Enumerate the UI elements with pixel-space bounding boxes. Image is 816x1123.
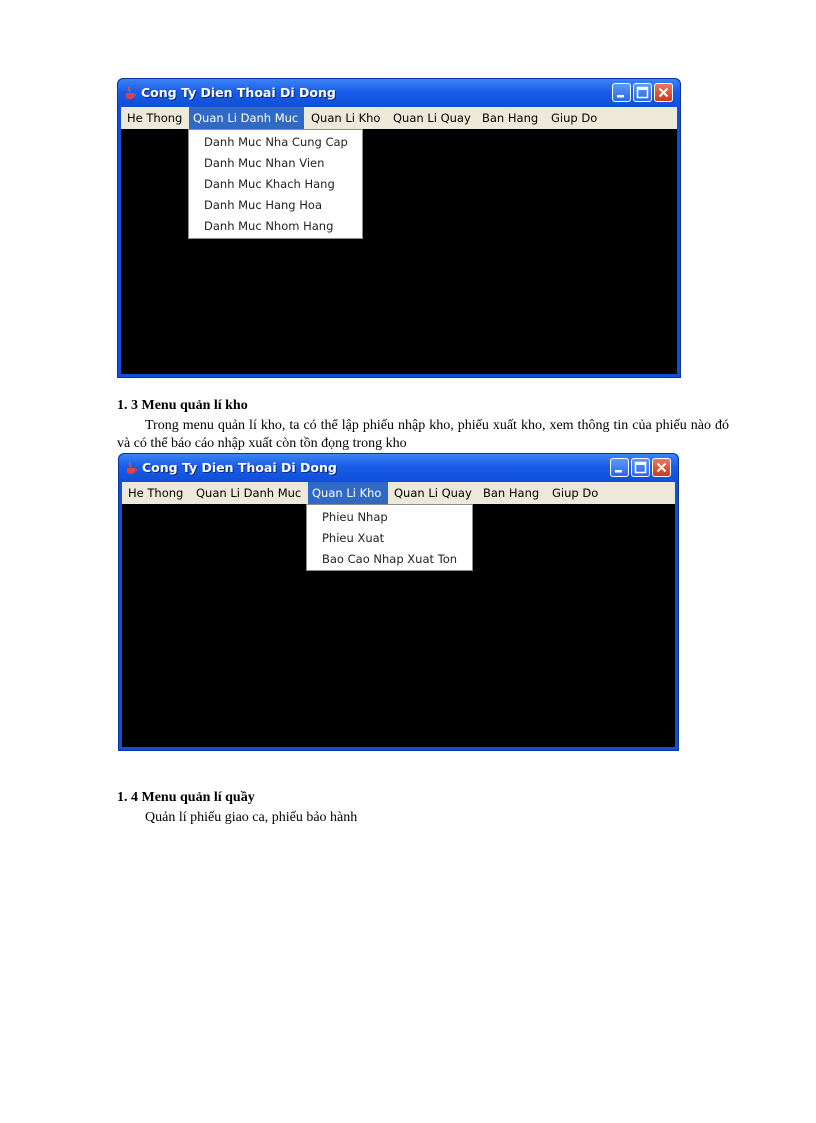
minimize-button[interactable] bbox=[612, 83, 631, 102]
maximize-icon bbox=[632, 459, 649, 476]
close-icon bbox=[655, 84, 672, 101]
close-icon bbox=[653, 459, 670, 476]
menu-quan-li-quay[interactable]: Quan Li Quay bbox=[393, 111, 471, 125]
minimize-button[interactable] bbox=[610, 458, 629, 477]
app-window-danh-muc bbox=[117, 78, 681, 378]
menu-quan-li-danh-muc[interactable]: Quan Li Danh Muc bbox=[189, 107, 304, 129]
section-heading-quan-li-kho: 1. 3 Menu quản lí kho bbox=[117, 398, 248, 413]
section-text-quan-li-quay: Quản lí phiếu giao ca, phiếu bảo hành bbox=[145, 810, 358, 825]
menu-item-nhan-vien[interactable]: Danh Muc Nhan Vien bbox=[204, 156, 325, 170]
menu-quan-li-kho[interactable]: Quan Li Kho bbox=[311, 111, 381, 125]
section-text-quan-li-kho: Trong menu quản lí kho, ta có thể lập phiếu nhập kho, phiếu xuất kho, xem thông tin của phiếu nào đó và có thể báo cáo nhập xuất còn tồn đọng trong kho bbox=[117, 418, 729, 451]
menu-item-khach-hang[interactable]: Danh Muc Khach Hang bbox=[204, 177, 335, 191]
menu-quan-li-danh-muc[interactable]: Quan Li Danh Muc bbox=[196, 486, 302, 500]
menu-item-nhom-hang[interactable]: Danh Muc Nhom Hang bbox=[204, 219, 334, 233]
title-bar[interactable] bbox=[118, 79, 680, 107]
close-button[interactable] bbox=[654, 83, 673, 102]
close-button[interactable] bbox=[652, 458, 671, 477]
menu-giup-do[interactable]: Giup Do bbox=[551, 111, 598, 125]
minimize-icon bbox=[613, 84, 630, 101]
menu-item-hang-hoa[interactable]: Danh Muc Hang Hoa bbox=[204, 198, 322, 212]
minimize-icon bbox=[611, 459, 628, 476]
menu-item-phieu-nhap[interactable]: Phieu Nhap bbox=[322, 510, 388, 524]
menu-giup-do[interactable]: Giup Do bbox=[552, 486, 599, 500]
window-title: Cong Ty Dien Thoai Di Dong bbox=[141, 85, 336, 100]
menu-quan-li-kho[interactable]: Quan Li Kho bbox=[308, 482, 388, 504]
menu-he-thong[interactable]: He Thong bbox=[127, 111, 183, 125]
app-window-kho bbox=[118, 453, 679, 751]
menu-bar bbox=[122, 482, 675, 504]
maximize-button[interactable] bbox=[631, 458, 650, 477]
java-cup-icon bbox=[124, 86, 136, 100]
menu-he-thong[interactable]: He Thong bbox=[128, 486, 184, 500]
menu-quan-li-quay[interactable]: Quan Li Quay bbox=[394, 486, 472, 500]
menu-item-phieu-xuat[interactable]: Phieu Xuat bbox=[322, 531, 385, 545]
section-heading-quan-li-quay: 1. 4 Menu quản lí quầy bbox=[117, 790, 255, 805]
menu-item-bao-cao-nhap-xuat-ton[interactable]: Bao Cao Nhap Xuat Ton bbox=[322, 552, 458, 566]
maximize-icon bbox=[634, 84, 651, 101]
dropdown-danh-muc bbox=[188, 129, 363, 239]
menu-ban-hang[interactable]: Ban Hang bbox=[482, 111, 539, 125]
menu-ban-hang[interactable]: Ban Hang bbox=[483, 486, 540, 500]
java-cup-icon bbox=[125, 461, 137, 475]
maximize-button[interactable] bbox=[633, 83, 652, 102]
menu-bar bbox=[121, 107, 677, 129]
dropdown-kho bbox=[306, 504, 473, 571]
title-bar[interactable] bbox=[119, 454, 678, 482]
menu-item-nha-cung-cap[interactable]: Danh Muc Nha Cung Cap bbox=[204, 135, 348, 149]
window-title: Cong Ty Dien Thoai Di Dong bbox=[142, 460, 337, 475]
